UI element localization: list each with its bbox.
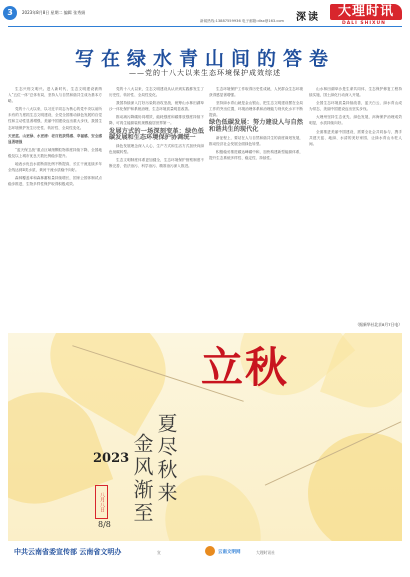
masthead xyxy=(0,0,410,46)
paragraph: 积极稳妥推进碳达峰碳中和，加快构建新型能源体系，提升生态系统多样性、稳定性、持续性。 xyxy=(209,149,303,160)
solar-term-poster xyxy=(8,333,402,541)
wenming-logo-icon xyxy=(205,546,215,556)
paragraph: 党的十八大以来，以习近平同志为核心的党中央以前所未有的力度抓生态文明建设，全党全国推动绿色发展的自觉性和主动性显著增强，美丽中国建设迈出重大步伐，我国生态环境保护发生历史性、转折性、全局性变化。 xyxy=(8,107,102,130)
paragraph: 新征程上，要站在人与自然和谐共生的高度谋划发展，推动经济社会发展全面绿色转型。 xyxy=(209,135,303,146)
footer-right-text: 大理时讯社 xyxy=(256,550,275,555)
section-subtitle: 绿色低碳发展：努力建设人与自然和谐共生的现代化 xyxy=(209,119,303,133)
article-headline: 写在绿水青山间的答卷 xyxy=(74,48,335,70)
logo-cn: 大理时讯 xyxy=(330,4,402,20)
paragraph: 生态环境保护工作取得历史性成就，人民群众生态环境获得感显著增强。 xyxy=(209,87,303,98)
newspaper-logo xyxy=(330,4,402,26)
article-column-1 xyxy=(8,86,102,336)
page-number: 3 xyxy=(3,6,17,20)
paragraph: 生态文明制度体系更加健全，生态环境保护督察制度不断完善，依法治污、科学治污、精准治污深入推进。 xyxy=(109,157,204,169)
ginkgo-leaf-decoration xyxy=(295,420,402,541)
paragraph: “蓝天保卫战”重点区域细颗粒物浓度持续下降，全国地级及以上城市优良天数比例稳步提升。 xyxy=(8,147,102,158)
poster-date-box: 八月八日 xyxy=(95,485,108,519)
paragraph: 地表水优良水质断面比例不断提高，长江干流连续多年全线达到Ⅱ类水质，黄河干流水质稳中向好。 xyxy=(8,162,102,173)
paragraph: 坚持绿水青山就是金山银山，把生态文明建设摆在全局工作的突出位置，环境治理体系和治理能力现代化水平不断提高。 xyxy=(209,101,303,118)
paragraph: 全面推进美丽中国建设，需要全社会共同参与，携手共建天蓝、地绿、水清的美好家园，让绿水青山永驻人间。 xyxy=(309,129,402,146)
paragraph: 党的十八大以来，生态文明建设从认识到实践都发生了历史性、转折性、全局性变化。 xyxy=(109,87,204,98)
article-column-3 xyxy=(209,86,303,336)
paragraph: 推动减污降碳协同增效，能耗强度和碳排放强度持续下降，可再生能源装机规模稳居世界第一。 xyxy=(109,115,204,126)
paragraph: 全国生态环境质量持续改善，蓝天白云、绿水青山成为常态，美丽中国建设迈出坚实步伐。 xyxy=(309,101,402,112)
paragraph: 森林覆盖率和森林蓄积量持续增长，国家公园体制试点稳步推进，生物多样性保护取得积极成效。 xyxy=(8,176,102,187)
section-tag: 深读 xyxy=(296,12,320,23)
section-subtitle: 天更蓝、山更绿、水更清：老百姓获得感、幸福感、安全感显著增强 xyxy=(8,133,102,144)
paragraph: 我国持续深入打好污染防治攻坚战，统筹山水林田湖草沙一体化保护和系统治理，生态环境质量明显改善。 xyxy=(109,101,204,112)
date-line: 2023年8月8日 星期二 编辑 张秀娟 xyxy=(22,10,86,15)
poster-month-day: 8/8 xyxy=(98,520,111,529)
paragraph: 生态兴则文明兴。进入新时代，生态文明建设被纳入“五位一体”总体布局，坚持人与自然和谐共生成为基本方略。 xyxy=(8,87,102,104)
poster-year: 2023 xyxy=(93,451,130,466)
poster-verse-a: 夏尽秋来 xyxy=(154,413,178,505)
logo-en: DALI SHIXUN xyxy=(342,21,386,26)
poster-verse-b: 金风渐至 xyxy=(130,433,154,525)
paragraph: 大理州坚持生态优先、绿色发展，洱海保护治理成效明显，水质持续向好。 xyxy=(309,115,402,126)
contact-line: 新闻热线:13887559936 电子邮箱:dlsx@163.com xyxy=(200,19,285,23)
article-column-2 xyxy=(109,86,204,336)
source-note: （据新华社北京8月7日电） xyxy=(355,322,402,327)
header-divider xyxy=(8,26,402,27)
article-subheadline: ——党的十八大以来生态环境保护成效综述 xyxy=(129,69,281,77)
footer-sponsor: 中共云南省委宣传部 云南省文明办 xyxy=(14,548,122,556)
footer-small-text: 宣 xyxy=(157,550,161,555)
section-subtitle: 发展方式的一场深刻变革：绿色低碳发展和生态环境保护协调统一 xyxy=(109,127,204,141)
paragraph: 山水林田湖草沙是生命共同体，生态保护修复工程持续实施，国土绿化行动深入开展。 xyxy=(309,87,402,98)
paragraph: 绿色发展理念深入人心，生产方式和生活方式加快向绿色低碳转型。 xyxy=(109,143,204,154)
footer-logo-text: 云南文明网 xyxy=(218,550,241,555)
article-column-4 xyxy=(309,86,402,336)
poster-title: 立秋 xyxy=(201,343,290,392)
